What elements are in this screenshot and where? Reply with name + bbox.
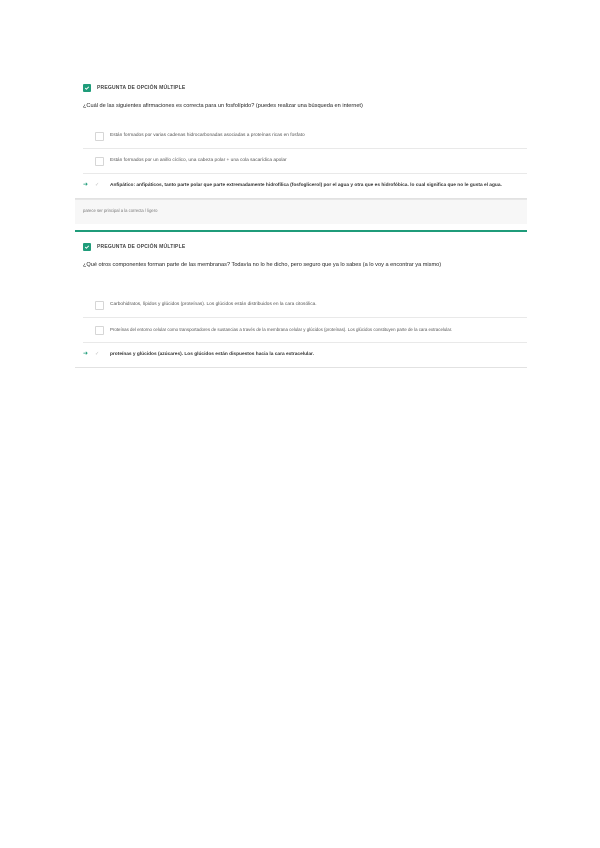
answer-option[interactable] [83, 318, 527, 343]
option-label: Carbohidratos, lípidos y glúcidos (proteínas). Los glúcidos están distribuidos en la cara citosólica. [110, 302, 317, 307]
option-checkbox[interactable] [95, 301, 104, 310]
check-mark-icon: ✓ [95, 351, 100, 357]
arrow-right-icon: ➜ [83, 351, 89, 357]
question-type-label: PREGUNTA DE OPCIÓN MÚLTIPLE [97, 85, 186, 91]
question-header [75, 84, 527, 96]
feedback-text: parece ser principal a la correcta / ligero [83, 208, 158, 213]
option-checkbox[interactable] [95, 157, 104, 166]
check-icon [83, 84, 91, 92]
answer-option-correct[interactable] [75, 343, 527, 368]
option-label: Están formados por varias cadenas hidrocarbonadas asociadas a proteínas ricas en fosfato [110, 133, 305, 138]
answer-option[interactable] [83, 149, 527, 174]
question-header [75, 243, 527, 255]
section-divider [75, 230, 527, 232]
arrow-right-icon: ➜ [83, 182, 89, 188]
feedback-box [75, 199, 527, 224]
check-mark-icon: ✓ [95, 182, 100, 188]
question-card-1 [75, 84, 527, 224]
question-card-2 [75, 243, 527, 368]
option-label: Están formados por un anillo cíclico, una cabeza polar + una cola sacarídica apolar [110, 158, 287, 163]
check-icon [83, 243, 91, 251]
answer-option[interactable] [83, 293, 527, 318]
answer-option-correct[interactable] [75, 174, 527, 199]
question-text: ¿Qué otros componentes forman parte de las membranas? Todavía no lo he dicho, pero seguro que ya lo sabes (a lo voy a encontrar ya mismo) [83, 262, 442, 268]
option-label: Anfipático: anfipáticos, tanto parte polar que parte extremadamente hidrofílica (fosfoglicerol) por el agua y otra que es hidrofóbica. lo cual significa que no le gusta el agua. [110, 183, 502, 188]
answer-option[interactable] [83, 124, 527, 149]
option-label: Proteínas del entorno celular como transportadores de sustancias a través de la membrana celular y glúcidos (proteínas). Los glúcidos constituyen parte de la cara extracelular. [110, 327, 453, 332]
question-type-label: PREGUNTA DE OPCIÓN MÚLTIPLE [97, 244, 186, 250]
option-checkbox[interactable] [95, 326, 104, 335]
option-label: proteínas y glúcidos (azúcares). Los glúcidos están dispuestos hacia la cara extracelular. [110, 352, 314, 357]
option-checkbox[interactable] [95, 132, 104, 141]
question-text: ¿Cuál de las siguientes afirmaciones es correcta para un fosfolípido? (puedes realizar una búsqueda en internet) [83, 103, 363, 109]
